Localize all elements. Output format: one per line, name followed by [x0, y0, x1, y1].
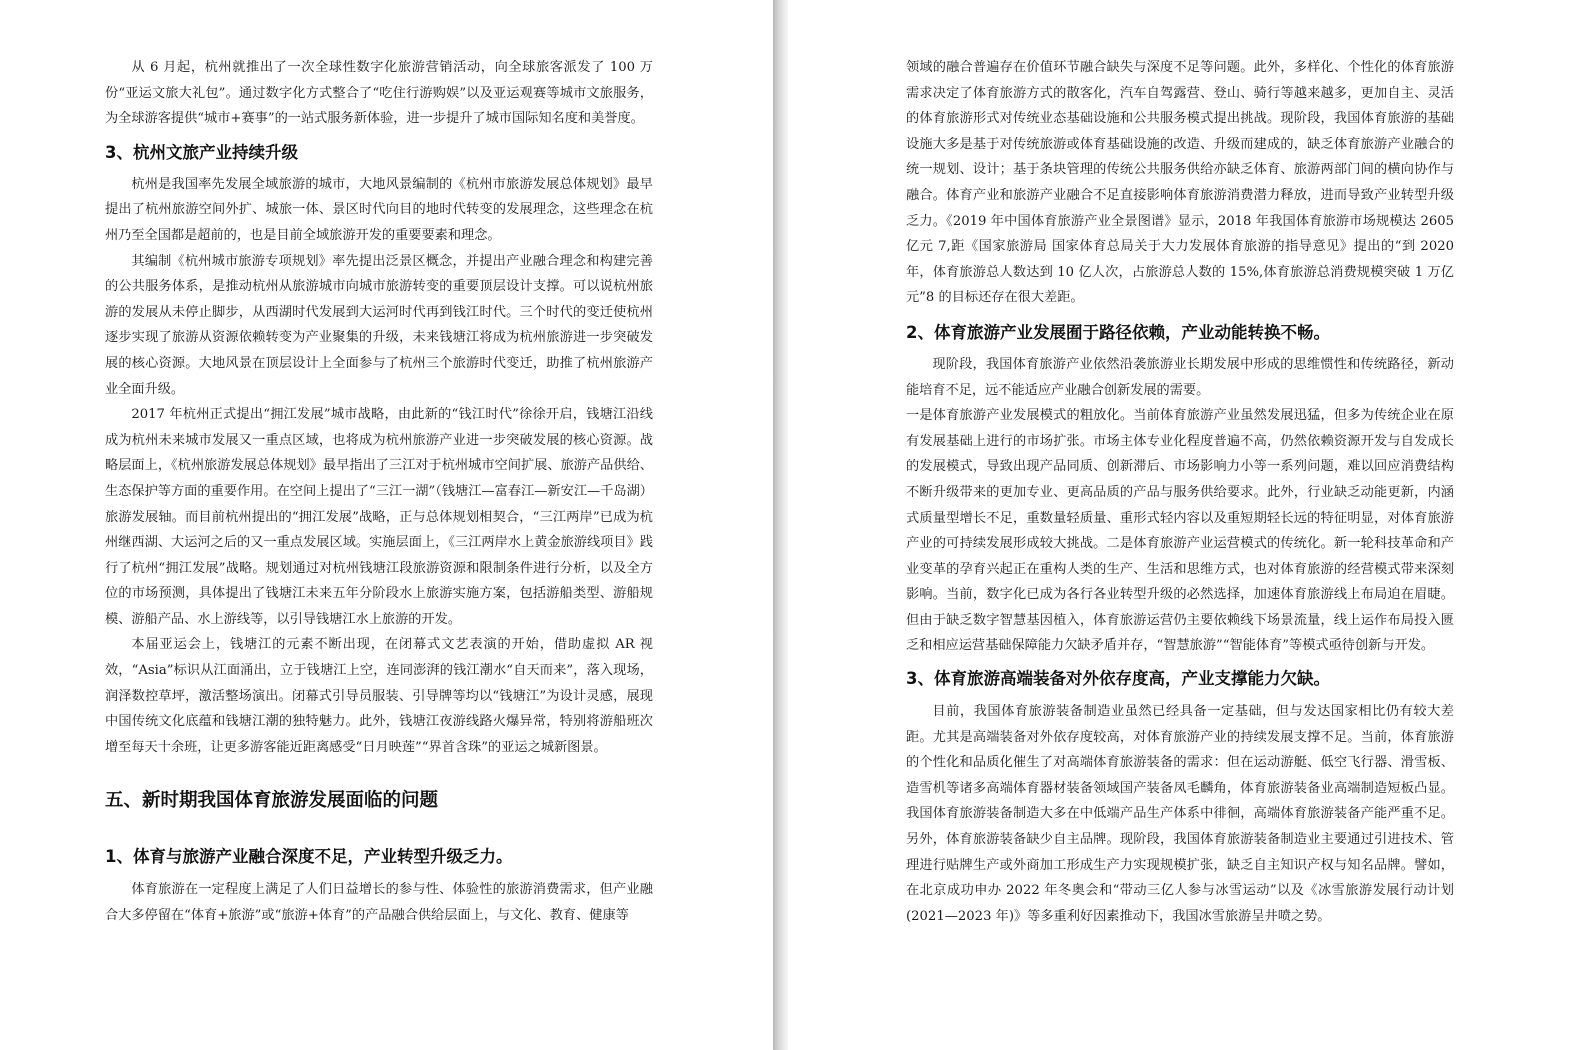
heading-equipment-dependence: 3、体育旅游高端装备对外依存度高，产业支撑能力欠缺。	[906, 669, 1330, 689]
page-gutter	[773, 0, 788, 1050]
right-page	[788, 0, 1585, 1050]
paragraph-path-dependence-intro: 现阶段，我国体育旅游产业依然沿袭旅游业长期发展中形成的思维惯性和传统路径，新动能培育不足，远不能适应产业融合创新发展的需要。	[906, 356, 1454, 398]
paragraph-asian-games-closing: 本届亚运会上，钱塘江的元素不断出现，在闭幕式文艺表演的开始，借助虚拟 AR 视效，“Asia”标识从江面涌出，立于钱塘江上空，连同澎湃的钱江潮水“自天而来”，落入现场，润泽数控草坪，激活整场演出。闭幕式引导员服装、引导牌等均以“钱塘江”为设计灵感，展现中国传统文化底蕴和钱塘江潮的独特魅力。此外，钱塘江夜游线路火爆异常，特别将游船班次增至每天十余班，让更多游客能近距离感受“日月映莲”“界首含珠”的亚运之城新图景。	[105, 637, 653, 755]
paragraph-development-models: 一是体育旅游产业发展模式的粗放化。当前体育旅游产业虽然发展迅猛，但多为传统企业在原有发展基础上进行的市场扩张。市场主体专业化程度普遍不高，仍然依赖资源开发与自发成长的发展模式，导致出现产品同质、创新滞后、市场影响力小等一系列问题，难以回应消费结构不断升级带来的更加专业、更高品质的产品与服务供给要求。此外，行业缺乏动能更新，内涵式质量型增长不足，重数量轻质量、重形式轻内容以及重短期轻长远的特征明显，对体育旅游产业的可持续发展形成较大挑战。二是体育旅游产业运营模式的传统化。新一轮科技革命和产业变革的孕育兴起正在重构人类的生产、生活和思维方式，也对体育旅游的经营模式带来深刻影响。当前，数字化已成为各行各业转型升级的必然选择，加速体育旅游线上布局迫在眉睫。但由于缺乏数字智慧基因植入，体育旅游运营仍主要依赖线下场景流量，线上运作布局投入匮乏和相应运营基础保障能力欠缺矛盾并存，“智慧旅游”“智能体育”等模式亟待创新与开发。	[906, 408, 1454, 654]
right-page-content	[906, 0, 1454, 929]
heading-integration-depth: 1、体育与旅游产业融合深度不足，产业转型升级乏力。	[105, 847, 513, 867]
paragraph-digital-marketing: 从 6 月起，杭州就推出了一次全球性数字化旅游营销活动，向全球旅客派发了 100 万份“亚运文旅大礼包”。通过数字化方式整合了“吃住行游购娱”以及亚运观赛等城市文旅服务，为全球游客提供“城市+赛事”的一站式服务新体验，进一步提升了城市国际知名度和美誉度。	[105, 60, 653, 127]
heading-path-dependence: 2、体育旅游产业发展囿于路径依赖，产业动能转换不畅。	[906, 322, 1330, 342]
left-page	[0, 0, 773, 1050]
paragraph-integration-continued: 领域的融合普遍存在价值环节融合缺失与深度不足等问题。此外，多样化、个性化的体育旅游需求决定了体育旅游方式的散客化，汽车自驾露营、登山、骑行等越来越多，更加自主、灵活的体育旅游形式对传统业态基础设施和公共服务模式提出挑战。现阶段，我国体育旅游的基础设施大多是基于对传统旅游或体育基础设施的改造、升级而建成的，缺乏体育旅游产业融合的统一规划、设计；基于条块管理的传统公共服务供给亦缺乏体育、旅游两部门间的横向协作与融合。体育产业和旅游产业融合不足直接影响体育旅游消费潜力释放，进而导致产业转型升级乏力。《2019 年中国体育旅游产业全景图谱》显示，2018 年我国体育旅游市场规模达 2605 亿元 7,距《国家旅游局 国家体育总局关于大力发展体育旅游的指导意见》提出的“到 2020 年，体育旅游总人数达到 10 亿人次，占旅游总人数的 15%,体育旅游总消费规模突破 1 万亿元”8 的目标还存在很大差距。	[906, 60, 1454, 306]
heading-hangzhou-upgrade: 3、杭州文旅产业持续升级	[105, 142, 298, 162]
heading-section-five: 五、新时期我国体育旅游发展面临的问题	[105, 790, 439, 812]
paragraph-equipment-manufacturing: 目前，我国体育旅游装备制造业虽然已经具备一定基础，但与发达国家相比仍有较大差距。尤其是高端装备对外依存度较高，对体育旅游产业的持续发展支撑不足。当前，体育旅游的个性化和品质化催生了对高端体育旅游装备的需求：但在运动游艇、低空飞行器、滑雪板、造雪机等诸多高端体育器材装备领域国产装备凤毛麟角，体育旅游装备业高端制造短板凸显。我国体育旅游装备制造大多在中低端产品生产体系中徘徊，高端体育旅游装备产能严重不足。另外，体育旅游装备缺少自主品牌。现阶段，我国体育旅游装备制造业主要通过引进技术、管理进行贴牌生产或外商加工形成生产力实现规模扩张，缺乏自主知识产权与知名品牌。譬如，在北京成功申办 2022 年冬奥会和“带动三亿人参与冰雪运动”以及《冰雪旅游发展行动计划(2021—2023 年)》等多重利好因素推动下，我国冰雪旅游呈井喷之势。	[906, 704, 1454, 924]
left-page-content	[105, 0, 653, 929]
paragraph-qianjiang-era: 2017 年杭州正式提出“拥江发展”城市战略，由此新的“钱江时代”徐徐开启，钱塘江沿线成为杭州未来城市发展又一重点区域，也将成为杭州旅游产业进一步突破发展的核心资源。战略层面上，《杭州旅游发展总体规划》最早指出了三江对于杭州城市空间扩展、旅游产品供给、生态保护等方面的重要作用。在空间上提出了“三江一湖”（钱塘江—富春江—新安江—千岛湖）旅游发展轴。而目前杭州提出的“拥江发展”战略，正与总体规划相契合，“三江两岸”已成为杭州继西湖、大运河之后的又一重点发展区域。实施层面上，《三江两岸水上黄金旅游线项目》践行了杭州“拥江发展”战略。规划通过对杭州钱塘江段旅游资源和限制条件进行分析，以及全方位的市场预测，具体提出了钱塘江未来五年分阶段水上旅游实施方案，包括游船类型、游船规模、游船产品、水上游线等，以引导钱塘江水上旅游的开发。	[105, 407, 653, 627]
paragraph-global-tourism: 杭州是我国率先发展全域旅游的城市，大地风景编制的《杭州市旅游发展总体规划》最早提出了杭州旅游空间外扩、城旅一体、景区时代向目的地时代转变的发展理念，这些理念在杭州乃至全国都是超前的，也是目前全域旅游开发的重要要素和理念。	[105, 176, 653, 243]
paragraph-city-tourism-plan: 其编制《杭州城市旅游专项规划》率先提出泛景区概念，并提出产业融合理念和构建完善的公共服务体系，是推动杭州从旅游城市向城市旅游转变的重要顶层设计支撑。可以说杭州旅游的发展从未停止脚步，从西湖时代发展到大运河时代再到钱江时代。三个时代的变迁使杭州逐步实现了旅游从资源依赖转变为产业聚集的升级，未来钱塘江将成为杭州旅游进一步突破发展的核心资源。大地风景在顶层设计上全面参与了杭州三个旅游时代变迁，助推了杭州旅游产业全面升级。	[105, 253, 653, 397]
paragraph-integration-intro: 体育旅游在一定程度上满足了人们日益增长的参与性、体验性的旅游消费需求，但产业融合大多停留在“体育+旅游”或“旅游+体育”的产品融合供给层面上，与文化、教育、健康等	[105, 882, 653, 924]
